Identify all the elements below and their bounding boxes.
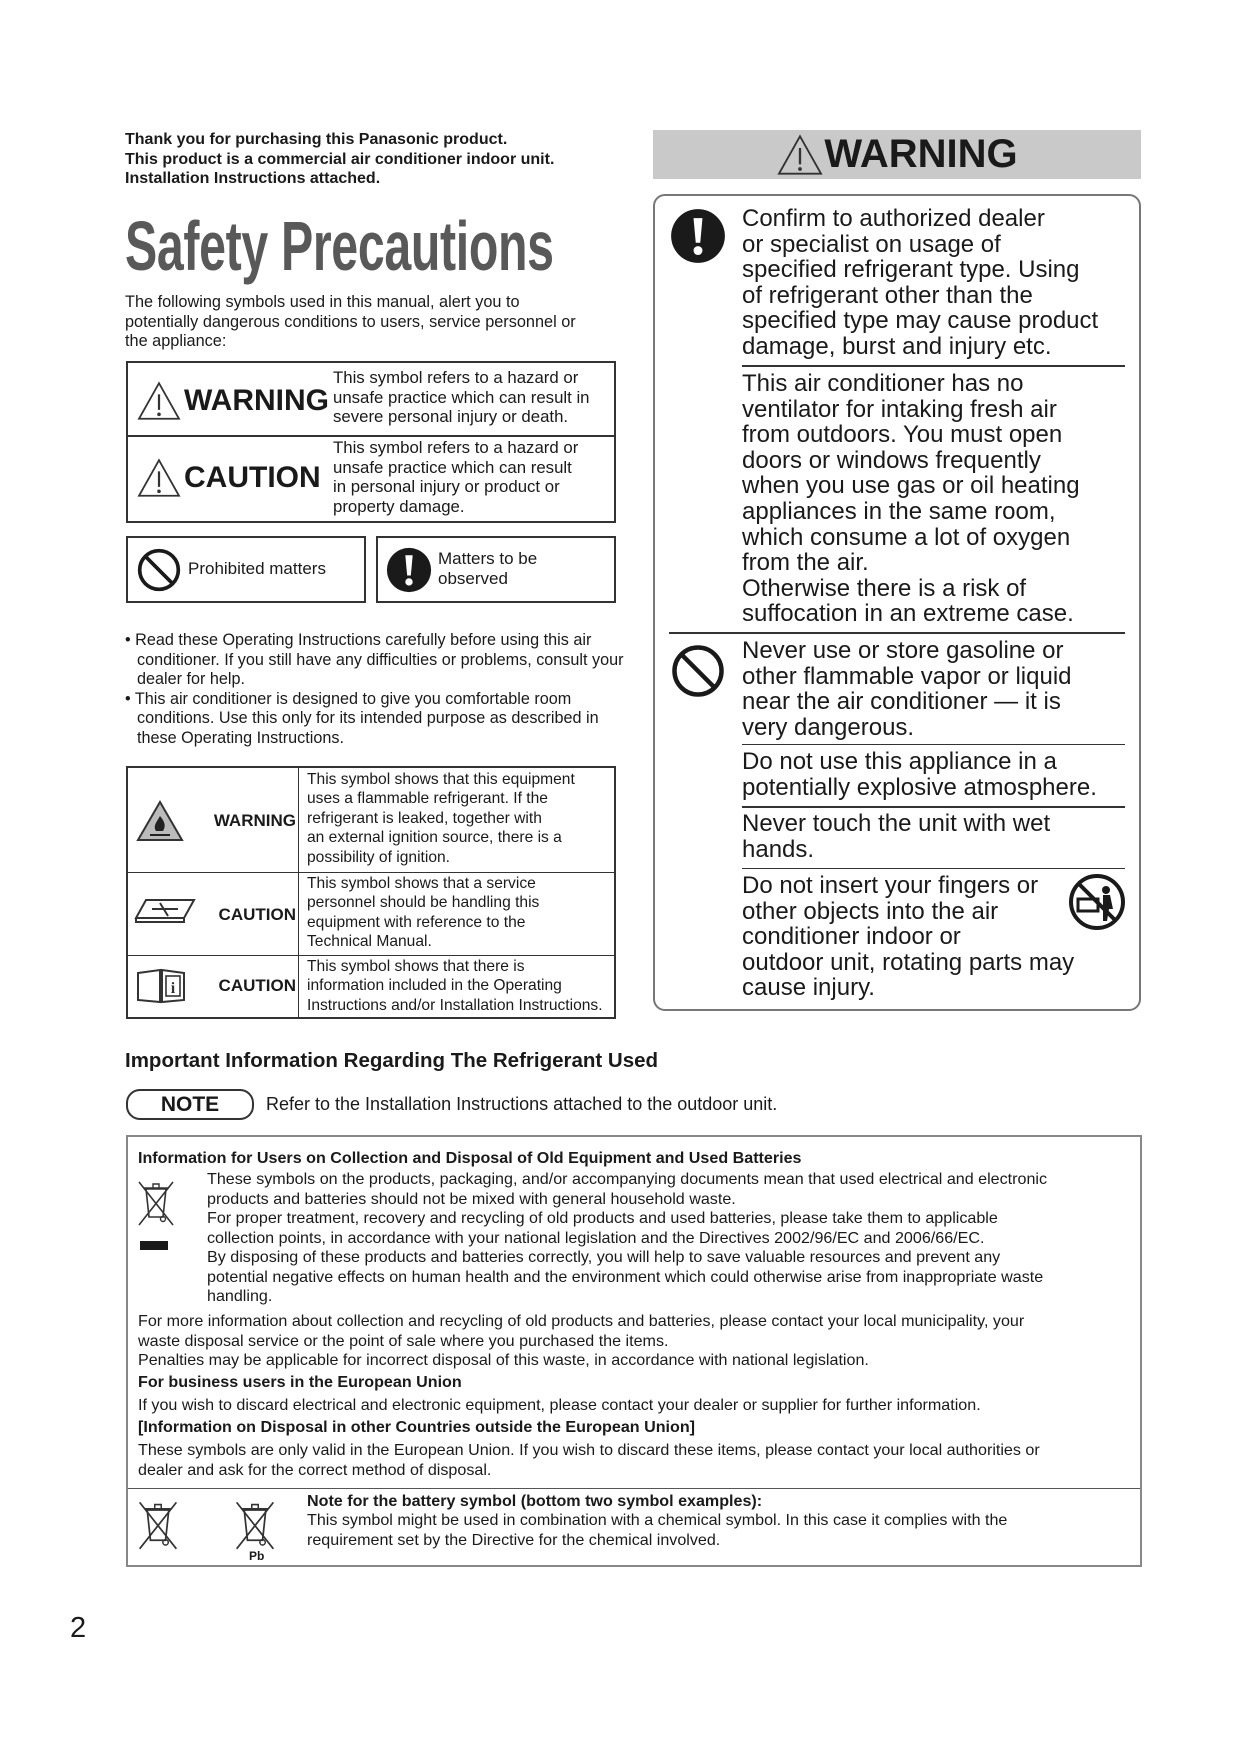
warning-triangle-icon: [136, 381, 182, 421]
warning-label: WARNING: [184, 384, 329, 417]
table-row: [128, 872, 614, 956]
page-number: 2: [70, 1612, 87, 1644]
caution-triangle-icon: [136, 458, 182, 498]
prohibited-icon: [136, 547, 182, 593]
flammable-warning-icon: [136, 800, 184, 842]
technical-manual-icon: [134, 896, 196, 926]
symbol-label: CAUTION: [218, 976, 296, 995]
outside-eu-heading: [Information on Disposal in other Countries outside the European Union]: [138, 1418, 696, 1436]
caution-label: CAUTION: [184, 461, 321, 494]
crossed-bin-icon: [136, 1497, 180, 1551]
matters-observed-box: [376, 536, 616, 603]
warning-item: This air conditioner has no ventilator for intaking fresh air from outdoors. You must open doors or windows frequently when you use gas or oil heating appliances in the same room, which consume a lot of oxygen from the air. Otherwise there is a risk of suffocation in an extreme case.: [742, 370, 1080, 628]
outside-eu-text: These symbols are only valid in the European Union. If you wish to discard these items, please contact your local authorities or dealer and ask for the correct method of disposal.: [138, 1441, 1040, 1479]
lead-paragraph: The following symbols used in this manual, alert you to potentially dangerous conditions to users, service personnel or the appliance:: [125, 293, 576, 351]
warning-item: Do not use this appliance in a potentially explosive atmosphere.: [742, 748, 1097, 801]
symbol-description: This symbol shows that this equipment uses a flammable refrigerant. If the refrigerant is leaked, together with an external ignition source, there is a possibility of ignition.: [307, 771, 575, 866]
svg-text:i: i: [170, 980, 176, 997]
bullet-item: • Read these Operating Instructions carefully before using this air conditioner. If you still have any difficulties or problems, consult your dealer for help.: [125, 631, 624, 689]
battery-note-heading: Note for the battery symbol (bottom two symbol examples):: [307, 1492, 763, 1510]
note-text: Refer to the Installation Instructions attached to the outdoor unit.: [266, 1094, 778, 1114]
instructions-bullets: [125, 631, 625, 749]
crossed-bin-icon: [136, 1177, 176, 1227]
hazard-levels-table: [126, 361, 616, 523]
prohibited-label: Prohibited matters: [188, 559, 326, 578]
warning-level-row: [128, 363, 614, 437]
business-text: If you wish to discard electrical and electronic equipment, please contact your dealer or supplier for further information.: [138, 1396, 981, 1414]
info-manual-icon: [136, 968, 186, 1004]
intro-text: Thank you for purchasing this Panasonic product. This product is a commercial air conditioner indoor unit. Installation Instructions attached.: [125, 131, 555, 187]
warning-list-box: [653, 194, 1141, 1011]
observed-label: Matters to be observed: [438, 549, 538, 588]
disposal-paragraph: These symbols on the products, packaging, and/or accompanying documents mean that used electrical and electronic products and batteries should not be mixed with general household waste. For proper treatment, recovery and recycling of old products and used batteries, please take them to applicable collection points, in accordance with your national legislation and the Directives 2002/96/EC and 2006/66/EC. By disposing of these products and batteries correctly, you will help to save valuable resources and prevent any potential negative effects on human health and the environment which could otherwise arise from inappropriate waste handling.: [207, 1170, 1048, 1305]
disposal-title: Information for Users on Collection and Disposal of Old Equipment and Used Batteries: [138, 1149, 802, 1167]
table-row: [128, 955, 614, 1017]
warning-description: This symbol refers to a hazard or unsafe practice which can result in severe personal injury or death.: [333, 368, 590, 426]
symbol-description: This symbol shows that there is information included in the Operating Instructions and/or Installation Instructions.: [307, 958, 603, 1014]
prohibited-matters-box: [126, 536, 366, 603]
symbol-label: WARNING: [213, 811, 296, 830]
table-row: [128, 768, 614, 873]
exclamation-icon: [386, 547, 432, 593]
warning-header: [653, 130, 1141, 179]
caution-description: This symbol refers to a hazard or unsafe practice which can result in personal injury or product or property damage.: [333, 438, 579, 516]
bullet-item: • This air conditioner is designed to give you comfortable room conditions. Use this only for its intended purpose as described in these Operating Instructions.: [125, 689, 599, 747]
disposal-info-box: [126, 1135, 1142, 1567]
chemical-symbol: Pb: [249, 1549, 265, 1563]
disposal-paragraph: For more information about collection and recycling of old products and batteries, please contact your local municipality, your waste disposal service or the point of sale where you purchased the items. Penalties may be applicable for incorrect disposal of this waste, in accordance with national legislation.: [138, 1312, 1025, 1369]
no-fingers-rotating-parts-icon: [1068, 873, 1126, 931]
refrigerant-heading: Important Information Regarding The Refrigerant Used: [125, 1049, 659, 1072]
battery-note-text: This symbol might be used in combination with a chemical symbol. In this case it complies with the requirement set by the Directive for the chemical involved.: [307, 1511, 1008, 1549]
warning-triangle-icon: [776, 134, 824, 176]
symbol-label: CAUTION: [218, 905, 296, 924]
caution-level-row: [128, 436, 614, 521]
bin-bar-icon: [140, 1241, 168, 1250]
warning-item: Do not insert your fingers or other objects into the air conditioner indoor or outdoor unit, rotating parts may cause injury.: [742, 872, 1075, 1002]
prohibited-icon: [670, 643, 726, 699]
warning-item: Confirm to authorized dealer or specialist on usage of specified refrigerant type. Using of refrigerant other than the specified type may cause product damage, burst and injury etc.: [742, 205, 1099, 360]
note-badge: NOTE: [126, 1089, 254, 1120]
symbol-description: This symbol shows that a service personnel should be handling this equipment with reference to the Technical Manual.: [307, 875, 540, 951]
warning-item: Never use or store gasoline or other flammable vapor or liquid near the air conditioner — it is very dangerous.: [742, 637, 1072, 741]
business-heading: For business users in the European Union: [138, 1373, 462, 1391]
page-title: Safety Precautions: [125, 207, 554, 285]
crossed-bin-icon: [233, 1497, 277, 1551]
exclamation-icon: [670, 208, 726, 264]
symbol-table: [126, 766, 616, 1019]
warning-header-label: WARNING: [824, 132, 1018, 176]
warning-item: Never touch the unit with wet hands.: [742, 810, 1051, 863]
